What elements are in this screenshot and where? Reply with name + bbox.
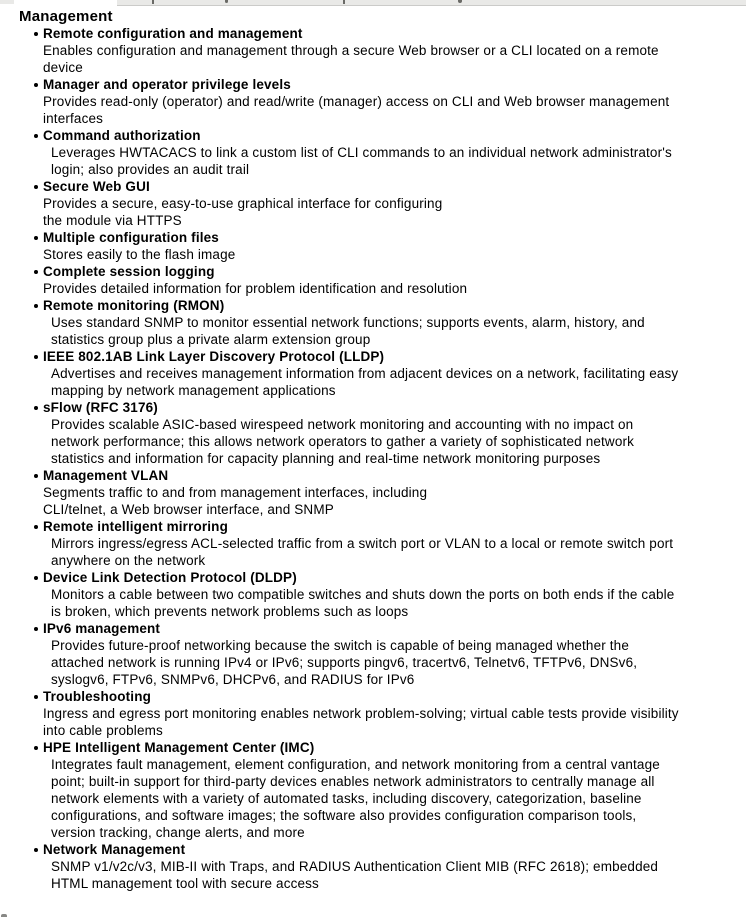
feature-description-line: is broken, which prevents network problems such as loops: [51, 604, 409, 619]
feature-description-line: Leverages HWTACACS to link a custom list of CLI commands to an individual network administrator's: [51, 145, 672, 160]
feature-description: [43, 246, 732, 263]
bullet-icon: [34, 848, 38, 852]
feature-heading: Complete session logging: [43, 264, 215, 279]
feature-item: [19, 739, 732, 841]
feature-description-line: syslogv6, FTPv6, SNMPv6, DHCPv6, and RADIUS for IPv6: [51, 672, 415, 687]
feature-description: [43, 144, 732, 178]
feature-description-line: point; built-in support for third-party devices enables network administrators to centrally manage all: [51, 774, 655, 789]
feature-description-line: network elements with a variety of automated tasks, including discovery, categorization, baseline: [51, 791, 642, 806]
feature-heading: Remote intelligent mirroring: [43, 519, 228, 534]
bullet-icon: [34, 474, 38, 478]
feature-description-line: Advertises and receives management information from adjacent devices on a network, facilitating easy: [51, 366, 679, 381]
feature-description-line: network performance; this allows network operators to gather a variety of sophisticated network: [51, 434, 635, 449]
feature-description: [43, 484, 732, 518]
bullet-icon: [34, 695, 38, 699]
feature-description-line: Provides read-only (operator) and read/write (manager) access on CLI and Web browser management: [43, 94, 670, 109]
feature-item: [19, 518, 732, 569]
feature-description-line: HTML management tool with secure access: [51, 876, 319, 891]
bullet-icon: [34, 406, 38, 410]
bullet-icon: [34, 83, 38, 87]
feature-description-line: Mirrors ingress/egress ACL-selected traffic from a switch port or VLAN to a local or remote switch port: [51, 536, 674, 551]
feature-description-line: Uses standard SNMP to monitor essential network functions; supports events, alarm, history, and: [51, 315, 645, 330]
feature-description-line: version tracking, change alerts, and more: [51, 825, 305, 840]
feature-description-line: Segments traffic to and from management interfaces, including: [43, 485, 428, 500]
feature-item: [19, 127, 732, 178]
feature-description-line: Provides a secure, easy-to-use graphical interface for configuring: [43, 196, 443, 211]
bullet-icon: [34, 134, 38, 138]
feature-description-line: statistics and information for capacity planning and real-time network monitoring purposes: [51, 451, 601, 466]
feature-description: [43, 280, 732, 297]
feature-description-line: device: [43, 60, 83, 75]
feature-item: [19, 25, 732, 76]
feature-description: [43, 195, 732, 229]
feature-heading: IEEE 802.1AB Link Layer Discovery Protocol (LLDP): [43, 349, 385, 364]
feature-heading: Secure Web GUI: [43, 179, 150, 194]
bullet-icon: [34, 270, 38, 274]
feature-description-line: Monitors a cable between two compatible switches and shuts down the ports on both ends if the cable: [51, 587, 675, 602]
feature-item: [19, 348, 732, 399]
feature-item: [19, 467, 732, 518]
feature-description: [43, 314, 732, 348]
feature-description: [43, 705, 732, 739]
feature-description-line: SNMP v1/v2c/v3, MIB-II with Traps, and RADIUS Authentication Client MIB (RFC 2618); embedded: [51, 859, 659, 874]
feature-heading: HPE Intelligent Management Center (IMC): [43, 740, 315, 755]
bullet-icon: [34, 627, 38, 631]
feature-description: [43, 416, 732, 467]
feature-list: [19, 25, 732, 892]
feature-description-line: mapping by network management applications: [51, 383, 336, 398]
feature-heading: IPv6 management: [43, 621, 161, 636]
feature-heading: Management VLAN: [43, 468, 169, 483]
feature-description: [43, 93, 732, 127]
feature-item: [19, 297, 732, 348]
feature-item: [19, 76, 732, 127]
feature-heading: Remote monitoring (RMON): [43, 298, 225, 313]
feature-description-line: Stores easily to the flash image: [43, 247, 236, 262]
feature-description-line: Integrates fault management, element configuration, and network monitoring from a central vantage: [51, 757, 660, 772]
bullet-icon: [34, 525, 38, 529]
feature-description: [43, 756, 732, 841]
feature-item: [19, 178, 732, 229]
feature-description-line: Ingress and egress port monitoring enables network problem-solving; virtual cable tests provide visibility: [43, 706, 679, 721]
feature-heading: Network Management: [43, 842, 186, 857]
bullet-icon: [34, 746, 38, 750]
feature-heading: Troubleshooting: [43, 689, 151, 704]
feature-description-line: anywhere on the network: [51, 553, 206, 568]
feature-item: [19, 569, 732, 620]
feature-description: [43, 858, 732, 892]
feature-description: [43, 586, 732, 620]
feature-heading: Manager and operator privilege levels: [43, 77, 291, 92]
feature-description-line: Provides detailed information for problem identification and resolution: [43, 281, 468, 296]
feature-heading: Multiple configuration files: [43, 230, 219, 245]
bullet-icon: [34, 185, 38, 189]
bullet-icon: [34, 576, 38, 580]
bullet-icon: [34, 355, 38, 359]
feature-heading: Remote configuration and management: [43, 26, 303, 41]
feature-description-line: Provides scalable ASIC-based wirespeed network monitoring and accounting with no impact on: [51, 417, 634, 432]
feature-heading: sFlow (RFC 3176): [43, 400, 158, 415]
feature-description-line: CLI/telnet, a Web browser interface, and SNMP: [43, 502, 334, 517]
feature-item: [19, 229, 732, 263]
feature-description-line: interfaces: [43, 111, 104, 126]
feature-description: [43, 365, 732, 399]
feature-description: [43, 535, 732, 569]
feature-description: [43, 42, 732, 76]
feature-heading: Device Link Detection Protocol (DLDP): [43, 570, 297, 585]
feature-description-line: configurations, and software images; the software also provides configuration comparison tools,: [51, 808, 637, 823]
feature-item: [19, 263, 732, 297]
feature-description-line: login; also provides an audit trail: [51, 162, 250, 177]
feature-description-line: into cable problems: [43, 723, 163, 738]
feature-heading: Command authorization: [43, 128, 201, 143]
section-title: Management: [19, 8, 113, 25]
feature-description: [43, 637, 732, 688]
feature-description-line: attached network is running IPv4 or IPv6; supports pingv6, tracertv6, Telnetv6, TFTPv6, DNSv6,: [51, 655, 638, 670]
feature-description-line: statistics group plus a private alarm extension group: [51, 332, 371, 347]
feature-item: [19, 620, 732, 688]
bullet-icon: [34, 236, 38, 240]
feature-description-line: the module via HTTPS: [43, 213, 182, 228]
feature-item: [19, 688, 732, 739]
feature-item: [19, 841, 732, 892]
bullet-icon: [34, 32, 38, 36]
bullet-icon: [34, 304, 38, 308]
feature-description-line: Enables configuration and management through a secure Web browser or a CLI located on a remote: [43, 43, 659, 58]
feature-description-line: Provides future-proof networking because the switch is capable of being managed whether the: [51, 638, 629, 653]
feature-item: [19, 399, 732, 467]
